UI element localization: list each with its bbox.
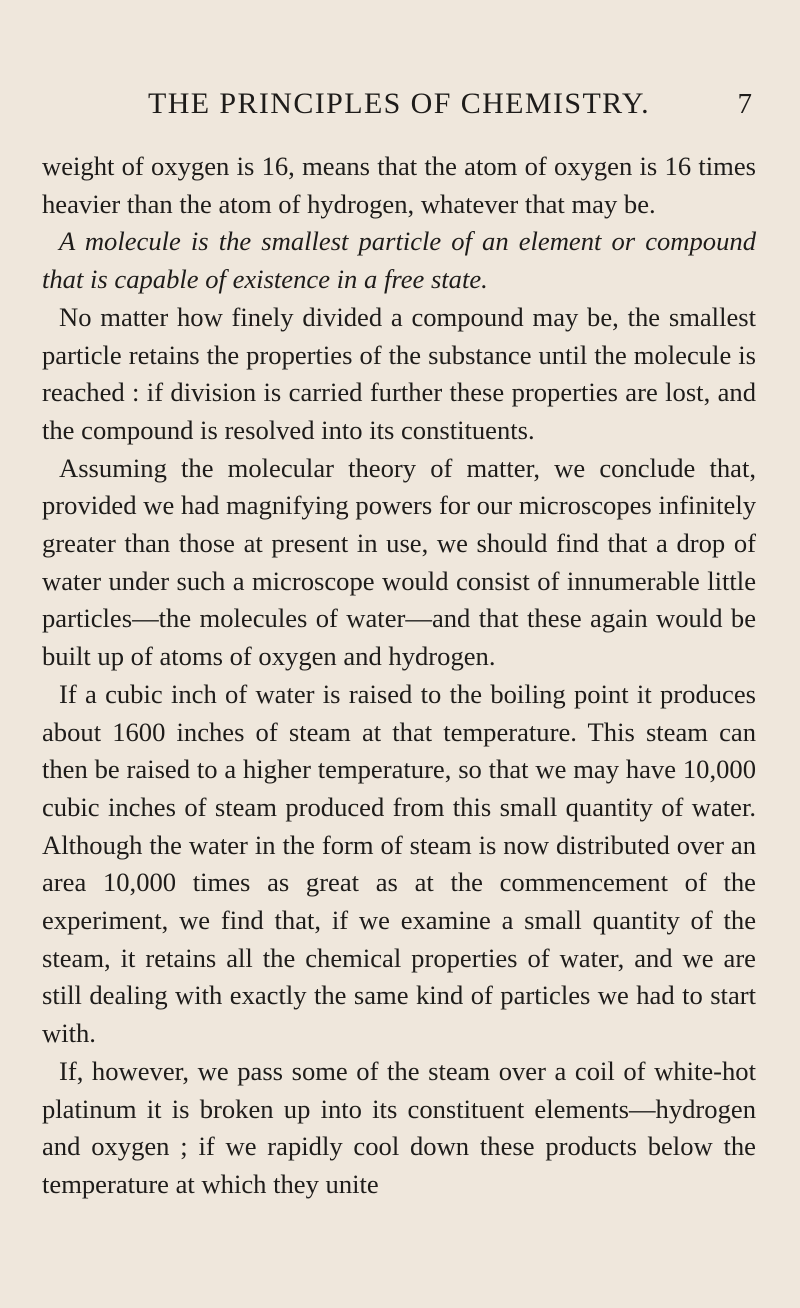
- paragraph-continuation: weight of oxygen is 16, means that the atom of oxygen is 16 times heavier than the atom of hydrogen, whatever that may be.: [42, 151, 756, 219]
- body-text: [42, 148, 756, 1204]
- molecule-definition: A molecule is the smallest particle of an element or compound that is capable of existence in a free state.: [42, 226, 756, 295]
- running-head: [42, 80, 756, 128]
- running-title: THE PRINCIPLES OF CHEMISTRY.: [147, 87, 651, 120]
- page-number: 7: [737, 88, 752, 120]
- paragraph-platinum: If, however, we pass some of the steam over a coil of white-hot platinum it is broken up into its constituent elements—hydrogen and oxygen ; if we rapidly cool down these products below the temperature at which they unite: [42, 1055, 756, 1199]
- paragraph-steam: If a cubic inch of water is raised to the boiling point it produces about 1600 inches of steam at that temperature. This steam can then be raised to a higher temperature, so that we may have 10,000 cubic inches of steam produced from this small quantity of water. Although the water in the form of steam is now distributed over an area 10,000 times as great as at the commencement of the experiment, we find that, if we examine a small quantity of the steam, it retains all the chemical properties of water, and we are still dealing with exactly the same kind of particles we had to start with.: [42, 678, 756, 1049]
- paragraph-molecular-theory: Assuming the molecular theory of matter, we conclude that, provided we had magnifying powers for our microscopes infinitely greater than those at present in use, we should find that a drop of water under such a microscope would consist of innumerable little particles—the molecules of water—and that these again would be built up of atoms of oxygen and hydrogen.: [42, 452, 756, 672]
- paragraph-division: No matter how finely divided a compound may be, the smallest particle retains the properties of the substance until the molecule is reached : if division is carried further these properties are lost, and the compound is resolved into its constituents.: [42, 301, 756, 445]
